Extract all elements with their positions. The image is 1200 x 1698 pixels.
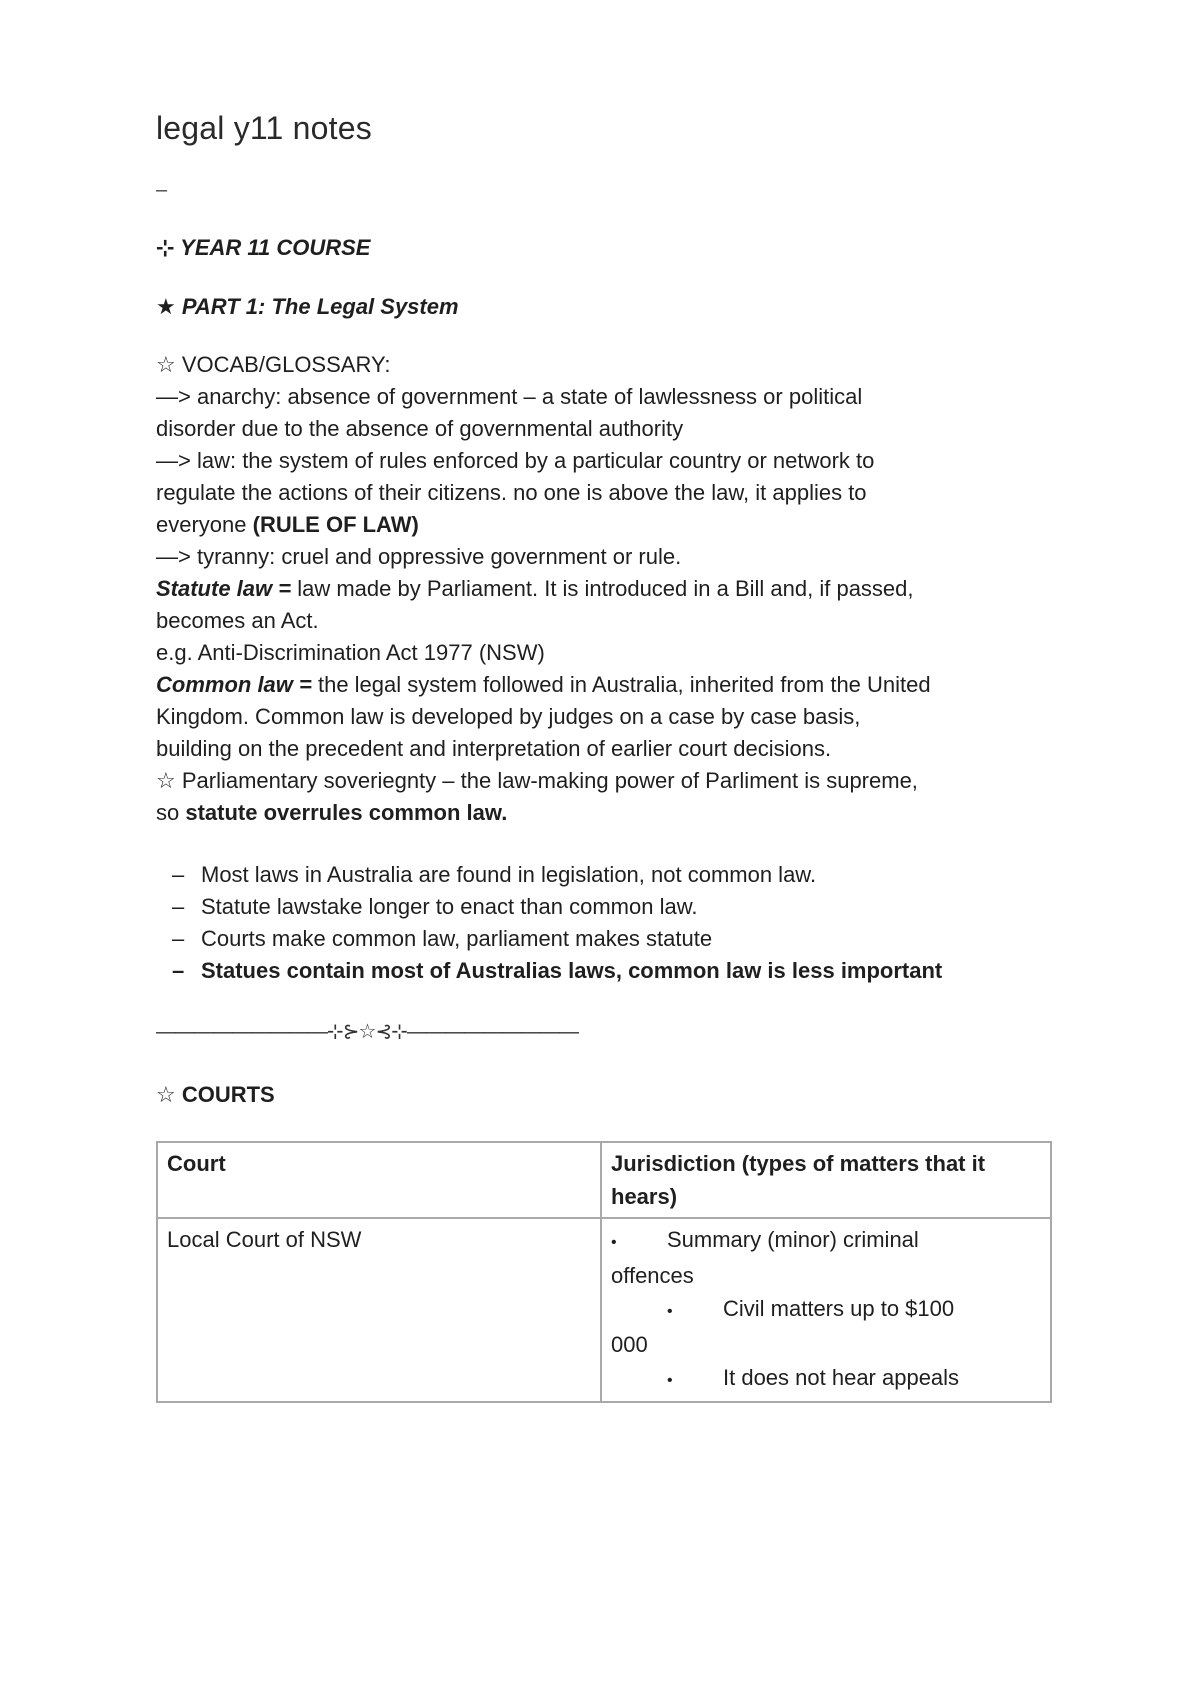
common-def-text: the legal system followed in Australia, inherited from the United — [311, 672, 931, 697]
jurisdiction-item — [611, 1223, 1041, 1259]
statute-term: Statute law = — [156, 576, 292, 601]
vocab-law-line2: regulate the actions of their citizens. no one is above the law, it applies to — [156, 480, 867, 505]
list-item — [156, 859, 1050, 891]
vocab-law-line3-text: everyone — [156, 512, 253, 537]
page-title: legal y11 notes — [156, 110, 372, 146]
dash-bullet: – — [172, 926, 185, 951]
statute-def-text: law made by Parliament. It is introduced in a Bill and, if passed, — [291, 576, 914, 601]
dash-bullet: – — [172, 894, 185, 919]
jurisdiction-text: Summary (minor) criminal — [667, 1227, 919, 1252]
table-header-row — [157, 1142, 1051, 1218]
list-item — [156, 955, 1050, 987]
vocab-law-line3 — [156, 509, 1050, 541]
courts-table — [156, 1141, 1052, 1403]
title-dash: – — [156, 179, 168, 201]
vocab-anarchy-line2: disorder due to the absence of governmental authority — [156, 416, 684, 441]
courts-heading: ☆ COURTS — [156, 1082, 275, 1107]
statute-example: e.g. Anti-Discrimination Act 1977 (NSW) — [156, 640, 545, 665]
dash-list — [156, 859, 1050, 987]
list-item — [156, 891, 1050, 923]
jurisdiction-item — [611, 1361, 1041, 1397]
rule-of-law-label: (RULE OF LAW) — [252, 512, 419, 537]
sovereignty-line2-text: so — [156, 800, 186, 825]
jurisdiction-item-cont: offences — [611, 1263, 694, 1288]
sovereignty-line1: ☆ Parliamentary soveriegnty – the law-making power of Parliment is supreme, — [156, 768, 918, 793]
statute-overrules-label: statute overrules common law. — [185, 800, 508, 825]
bullet-icon: • — [667, 1303, 673, 1320]
court-cell: Local Court of NSW — [157, 1218, 601, 1402]
statute-def-line2: becomes an Act. — [156, 608, 319, 633]
list-item-text: Statute lawstake longer to enact than common law. — [201, 894, 698, 919]
vocab-heading: ☆ VOCAB/GLOSSARY: — [156, 352, 391, 377]
jurisdiction-text: It does not hear appeals — [723, 1365, 960, 1390]
bullet-icon: • — [611, 1234, 617, 1251]
jurisdiction-item-cont: 000 — [611, 1332, 648, 1357]
vocab-law-line1: —> law: the system of rules enforced by a particular country or network to — [156, 448, 875, 473]
section-divider: —————————⊹⊱☆⊰⊹————————— — [156, 1021, 578, 1043]
bullet-icon: • — [667, 1372, 673, 1389]
dash-bullet: – — [172, 958, 185, 983]
header-jurisdiction: Jurisdiction (types of matters that it hears) — [601, 1142, 1051, 1218]
list-item-text: Courts make common law, parliament makes statute — [201, 926, 713, 951]
course-heading: ⊹ YEAR 11 COURSE — [156, 235, 371, 260]
table-row — [157, 1218, 1051, 1402]
dash-bullet: – — [172, 862, 185, 887]
jurisdiction-cell — [601, 1218, 1051, 1402]
jurisdiction-item — [611, 1292, 1041, 1328]
list-item — [156, 923, 1050, 955]
vocab-anarchy-line1: —> anarchy: absence of government – a state of lawlessness or political — [156, 384, 863, 409]
common-def-line2: Kingdom. Common law is developed by judges on a case by case basis, — [156, 704, 861, 729]
vocab-tyranny-line: —> tyranny: cruel and oppressive government or rule. — [156, 544, 682, 569]
list-item-text: Most laws in Australia are found in legislation, not common law. — [201, 862, 817, 887]
common-def-line3: building on the precedent and interpretation of earlier court decisions. — [156, 736, 832, 761]
list-item-text: Statues contain most of Australias laws, common law is less important — [201, 958, 943, 983]
common-def-line1 — [156, 669, 1050, 701]
header-court: Court — [157, 1142, 601, 1218]
statute-def-line1 — [156, 573, 1050, 605]
common-term: Common law = — [156, 672, 312, 697]
part-heading: ★ PART 1: The Legal System — [156, 294, 459, 319]
jurisdiction-text: Civil matters up to $100 — [723, 1296, 955, 1321]
sovereignty-line2 — [156, 797, 1050, 829]
